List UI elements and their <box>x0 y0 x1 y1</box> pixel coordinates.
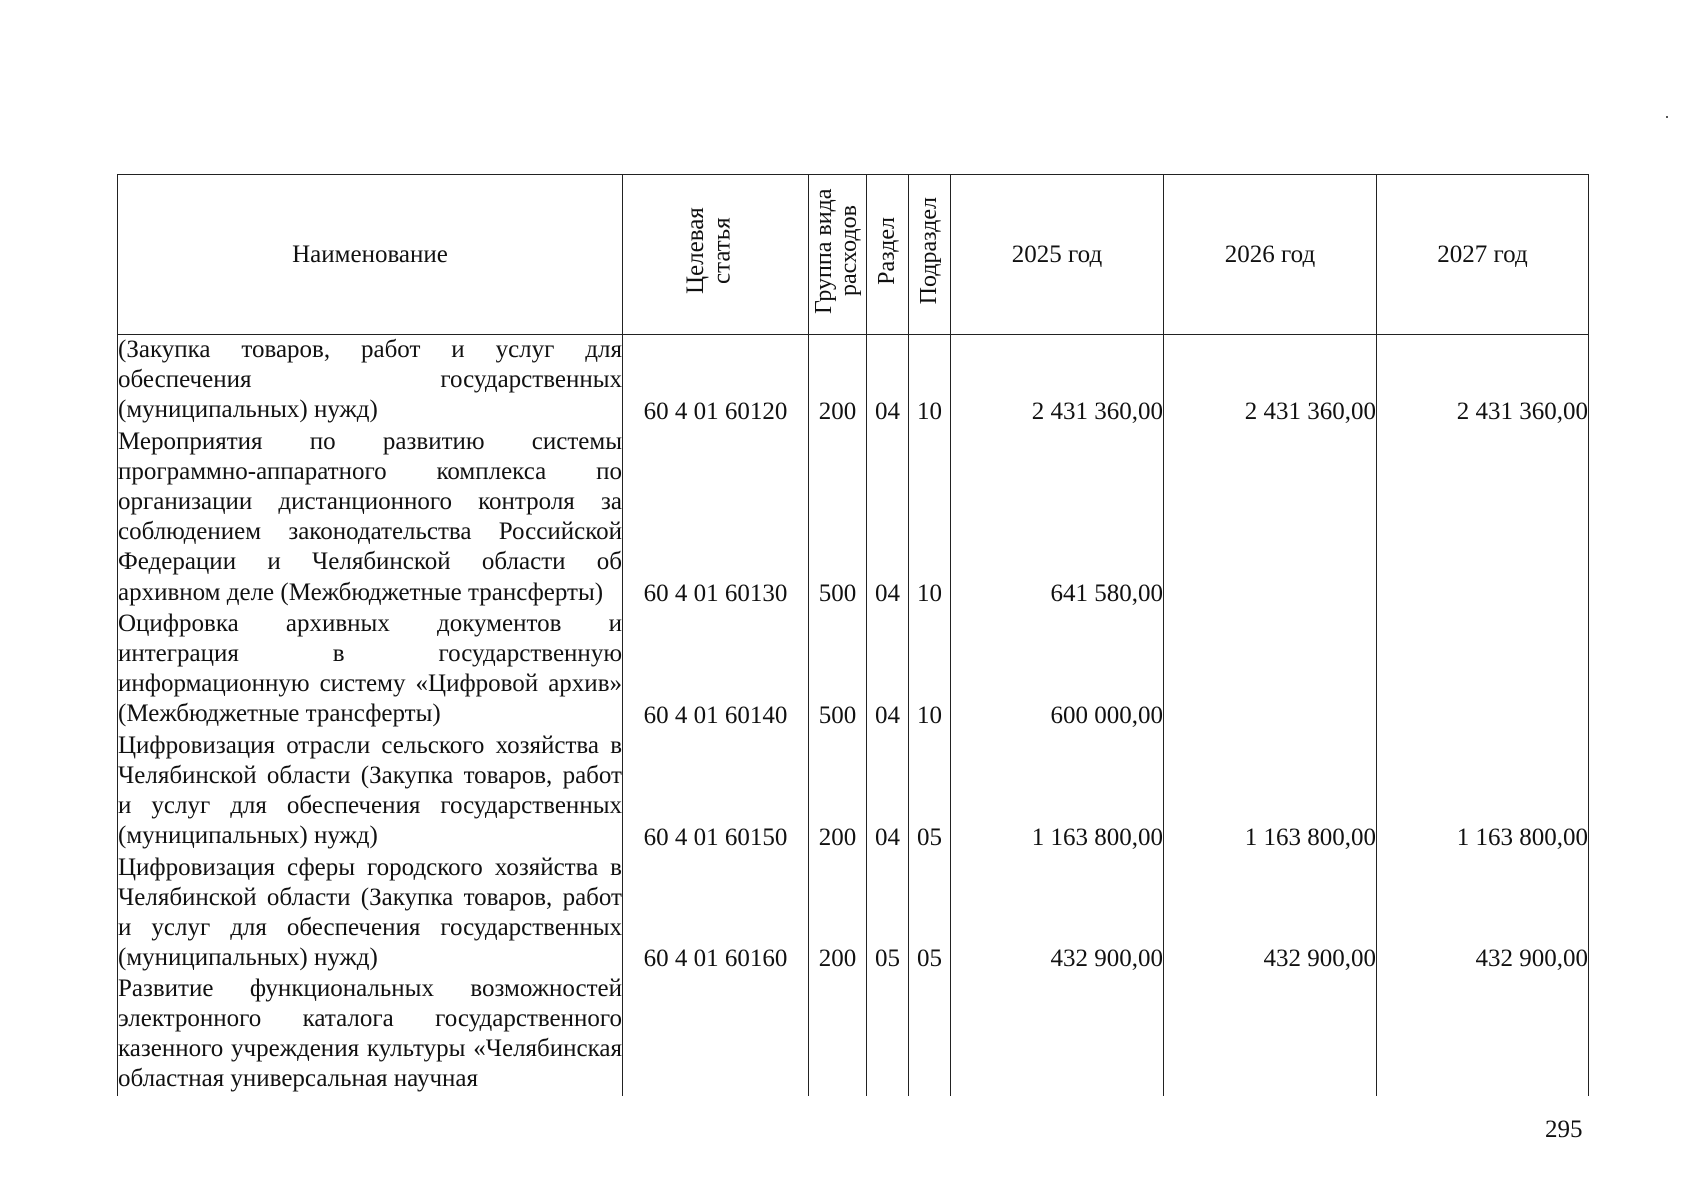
header-subsection: Подраздел <box>909 175 951 335</box>
row-name: Развитие функциональных возможностей электронного каталога государственного казенного учреждения культуры «Челябинская областная универсальная научная <box>118 974 623 1096</box>
row-subsection: 10 <box>909 609 951 731</box>
table-row <box>118 731 1589 853</box>
table-row <box>118 335 1589 427</box>
row-amount-2026: 2 431 360,00 <box>1164 335 1377 427</box>
row-amount-2026 <box>1164 609 1377 731</box>
row-target-article: 60 4 01 60160 <box>623 853 809 974</box>
budget-table <box>117 174 1589 1096</box>
row-amount-2027: 1 163 800,00 <box>1377 731 1589 853</box>
row-section: 04 <box>867 335 909 427</box>
row-amount-2027 <box>1377 427 1589 609</box>
row-amount-2025: 641 580,00 <box>951 427 1164 609</box>
row-section: 05 <box>867 853 909 974</box>
row-name: Мероприятия по развитию системы программно-аппаратного комплекса по организации дистанционного контроля за соблюдением законодательства Российской Федерации и Челябинской области об архивном деле (Межбюджетные трансферты) <box>118 427 623 609</box>
header-section: Раздел <box>867 175 909 335</box>
row-target-article <box>623 974 809 1096</box>
row-expense-group: 200 <box>809 731 867 853</box>
row-target-article: 60 4 01 60130 <box>623 427 809 609</box>
row-amount-2027 <box>1377 609 1589 731</box>
table-row <box>118 427 1589 609</box>
row-name: Оцифровка архивных документов и интеграция в государственную информационную систему «Цифровой архив» (Межбюджетные трансферты) <box>118 609 623 731</box>
row-name: Цифровизация сферы городского хозяйства в Челябинской области (Закупка товаров, работ и услуг для обеспечения государственных (муниципальных) нужд) <box>118 853 623 974</box>
scan-speck <box>1666 116 1668 118</box>
row-amount-2026: 1 163 800,00 <box>1164 731 1377 853</box>
header-2025: 2025 год <box>951 175 1164 335</box>
row-target-article: 60 4 01 60140 <box>623 609 809 731</box>
row-name: Цифровизация отрасли сельского хозяйства в Челябинской области (Закупка товаров, работ и услуг для обеспечения государственных (муниципальных) нужд) <box>118 731 623 853</box>
header-2027: 2027 год <box>1377 175 1589 335</box>
row-section: 04 <box>867 609 909 731</box>
row-amount-2025: 432 900,00 <box>951 853 1164 974</box>
row-section: 04 <box>867 731 909 853</box>
header-target-article: Целевая статья <box>623 175 809 335</box>
row-amount-2026: 432 900,00 <box>1164 853 1377 974</box>
row-amount-2026 <box>1164 974 1377 1096</box>
header-2026: 2026 год <box>1164 175 1377 335</box>
row-amount-2025 <box>951 974 1164 1096</box>
header-row <box>118 175 1589 335</box>
row-amount-2027 <box>1377 974 1589 1096</box>
row-section: 04 <box>867 427 909 609</box>
row-subsection: 10 <box>909 335 951 427</box>
row-amount-2027: 432 900,00 <box>1377 853 1589 974</box>
row-target-article: 60 4 01 60120 <box>623 335 809 427</box>
row-expense-group <box>809 974 867 1096</box>
table-row <box>118 609 1589 731</box>
row-amount-2025: 1 163 800,00 <box>951 731 1164 853</box>
row-name: (Закупка товаров, работ и услуг для обеспечения государственных (муниципальных) нужд) <box>118 335 623 427</box>
budget-table-container <box>117 174 1588 1094</box>
page-number: 295 <box>1545 1116 1583 1143</box>
row-expense-group: 500 <box>809 427 867 609</box>
table-row <box>118 974 1589 1096</box>
row-expense-group: 500 <box>809 609 867 731</box>
row-expense-group: 200 <box>809 335 867 427</box>
row-subsection: 05 <box>909 731 951 853</box>
row-subsection <box>909 974 951 1096</box>
row-subsection: 05 <box>909 853 951 974</box>
row-amount-2025: 2 431 360,00 <box>951 335 1164 427</box>
row-expense-group: 200 <box>809 853 867 974</box>
row-section <box>867 974 909 1096</box>
row-amount-2025: 600 000,00 <box>951 609 1164 731</box>
row-amount-2026 <box>1164 427 1377 609</box>
header-expense-group: Группа вида расходов <box>809 175 867 335</box>
table-row <box>118 853 1589 974</box>
row-subsection: 10 <box>909 427 951 609</box>
row-amount-2027: 2 431 360,00 <box>1377 335 1589 427</box>
row-target-article: 60 4 01 60150 <box>623 731 809 853</box>
header-name: Наименование <box>118 175 623 335</box>
